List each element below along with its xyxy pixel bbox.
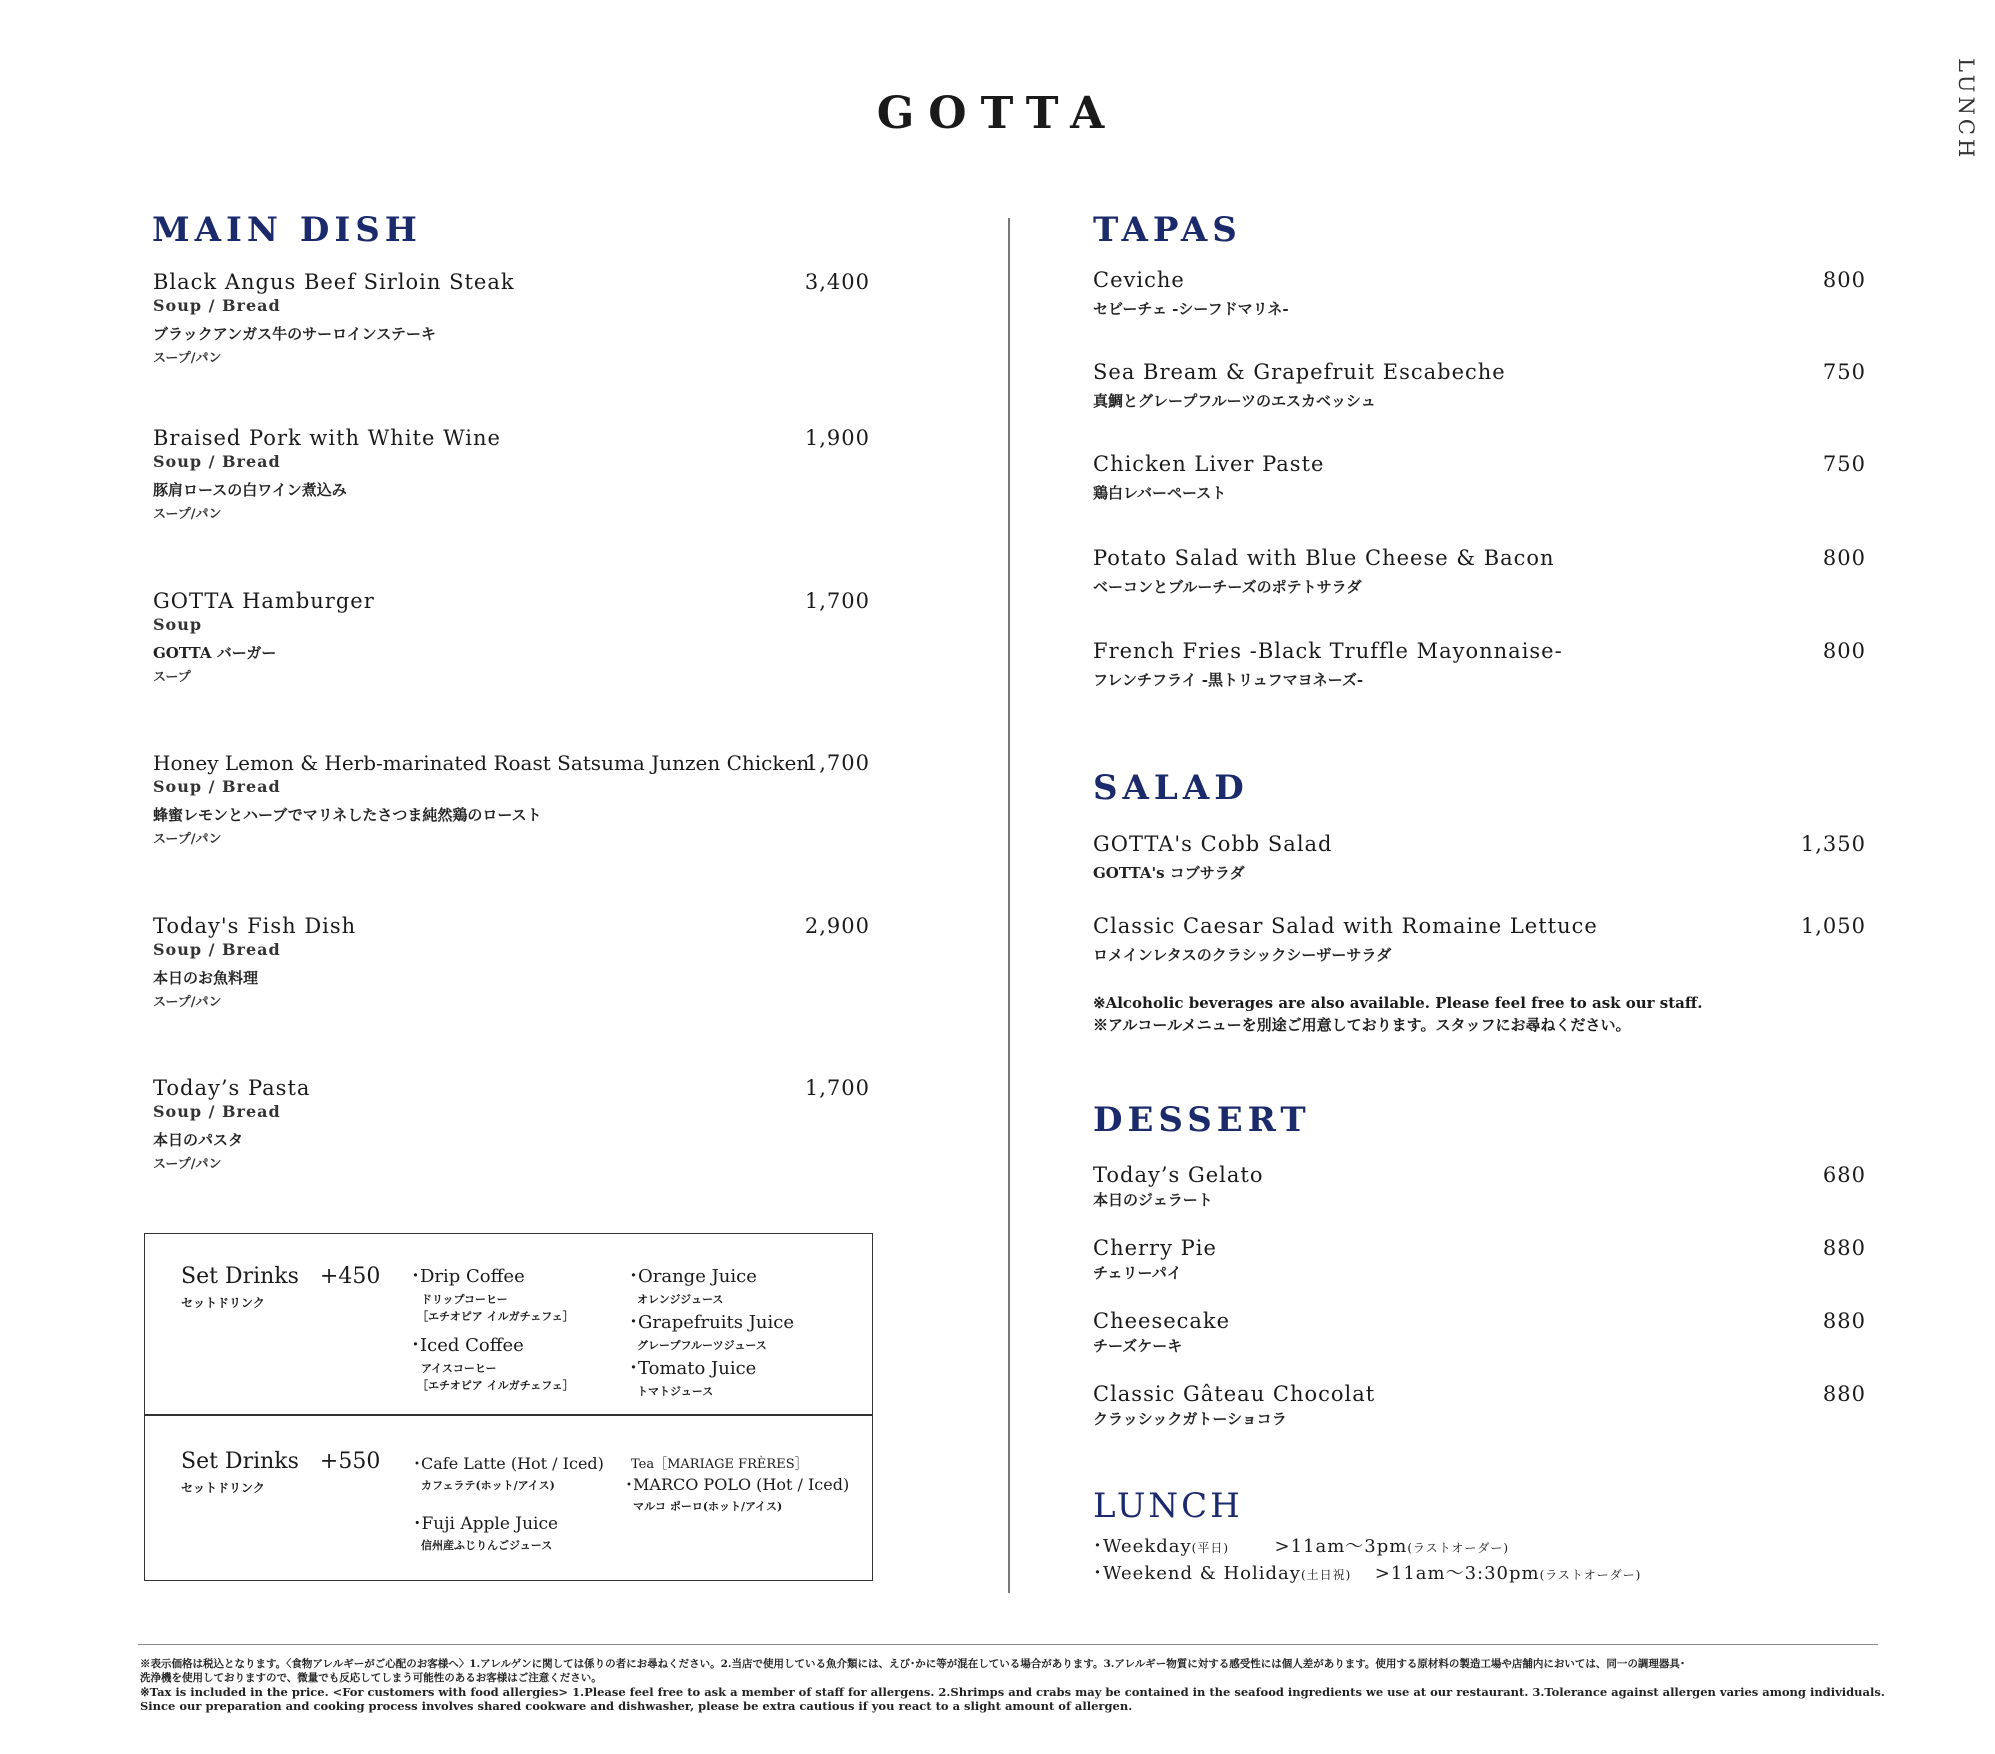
dish-sides: Soup / Bread: [153, 296, 281, 315]
set-drinks-title: Set Drinks +550: [181, 1449, 381, 1474]
weekend-hours: [1093, 1559, 1641, 1585]
disclaimer-ja-1: ※表示価格は税込となります。〈食物アレルギーがご心配のお客様へ〉1.アレルゲンに関しては係りの者にお尋ねください。2.当店で使用している魚介類には、えび･かに等が混在している場合があります。3.アレルギー物質に対する感受性には個人差があります。使用する原材料の製造工場や店舗内においては、同一の調理器具･: [140, 1658, 1686, 1670]
weekday-time: >11am～3pm: [1274, 1536, 1408, 1557]
drink-name: ･Cafe Latte (Hot / Iced): [413, 1454, 604, 1473]
tapas-name: Ceviche: [1093, 268, 1185, 292]
tapas-price: 750: [1822, 360, 1866, 384]
drink-item: [411, 1331, 574, 1393]
alcohol-note: [1093, 992, 1702, 1036]
dish-name: Black Angus Beef Sirloin Steak: [153, 270, 515, 294]
drink-name: ･Iced Coffee: [411, 1335, 524, 1356]
dish-sides-ja: スープ/パン: [153, 507, 222, 522]
dessert-name: Cherry Pie: [1093, 1236, 1217, 1260]
main-dish-item: [153, 914, 356, 1010]
drink-item: [413, 1509, 558, 1553]
tapas-item: [1093, 546, 1555, 597]
dessert-name: Today’s Gelato: [1093, 1163, 1264, 1187]
dish-sides-ja: スープ/パン: [153, 832, 222, 847]
dish-sides-ja: スープ: [153, 670, 191, 685]
main-dish-item: [153, 751, 809, 847]
weekend-label-ja: (土日祝): [1300, 1568, 1352, 1582]
dessert-price: 680: [1822, 1163, 1866, 1187]
last-order-note: (ラストオーダー): [1407, 1541, 1510, 1555]
salad-title: SALAD: [1093, 768, 1249, 808]
set-drinks-title: Set Drinks +450: [181, 1264, 381, 1289]
dessert-name-ja: チェリーパイ: [1093, 1264, 1182, 1282]
lunch-side-tab: LUNCH: [1954, 58, 1978, 162]
tapas-price: 800: [1822, 268, 1866, 292]
disclaimer-en-1: ※Tax is included in the price. <For customers with food allergies> 1.Please feel free to ask a member of staff for allergens. 2.Shrimps and crabs may be contained in the seafood ingredients we use at our restaurant. 3.Tolerance against allergen varies among individuals.: [140, 1685, 1885, 1699]
dish-sides: Soup / Bread: [153, 452, 281, 471]
drink-origin-ja: ［エチオピア イルガチェフェ］: [417, 1379, 574, 1392]
tapas-name-ja: 鶏白レバーペースト: [1093, 484, 1227, 502]
tapas-name-ja: ベーコンとブルーチーズのポテトサラダ: [1093, 578, 1362, 596]
salad-price: 1,350: [1800, 832, 1866, 856]
allergy-disclaimer: [140, 1657, 1885, 1713]
main-dish-item: [153, 1076, 310, 1172]
dish-sides: Soup: [153, 615, 203, 634]
dish-name: GOTTA Hamburger: [153, 589, 375, 613]
set-drinks-sub: セットドリンク: [181, 1481, 265, 1495]
dessert-price: 880: [1822, 1382, 1866, 1406]
salad-price: 1,050: [1800, 914, 1866, 938]
dessert-name-ja: クラッシックガトーショコラ: [1093, 1410, 1287, 1428]
drink-name-ja: アイスコーヒー: [421, 1362, 497, 1375]
dessert-price: 880: [1822, 1309, 1866, 1333]
salad-item: [1093, 832, 1333, 883]
main-dish-item: [153, 270, 515, 366]
drink-item: [629, 1354, 756, 1399]
tapas-item: [1093, 360, 1506, 411]
weekend-time: >11am～3:30pm: [1374, 1563, 1540, 1584]
drink-item: [413, 1451, 604, 1493]
tapas-name: French Fries -Black Truffle Mayonnaise-: [1093, 639, 1563, 663]
dish-sides-ja: スープ/パン: [153, 351, 222, 366]
weekday-label: ･Weekday: [1093, 1536, 1192, 1557]
set-drinks-box-550: [144, 1414, 873, 1581]
dish-name-ja: ブラックアンガス牛のサーロインステーキ: [153, 325, 436, 343]
drink-name-ja: マルコ ポーロ(ホット/アイス): [633, 1500, 783, 1513]
tapas-name-ja: フレンチフライ -黒トリュフマヨネーズ-: [1093, 671, 1364, 689]
dish-sides: Soup / Bread: [153, 940, 281, 959]
dessert-title: DESSERT: [1093, 1100, 1311, 1140]
dish-price: 3,400: [804, 270, 870, 294]
drink-name: ･Fuji Apple Juice: [413, 1514, 559, 1534]
alcohol-note-ja: ※アルコールメニューを別途ご用意しております。スタッフにお尋ねください。: [1093, 1016, 1631, 1034]
dish-name-ja: 本日のパスタ: [153, 1131, 244, 1149]
salad-name: GOTTA's Cobb Salad: [1093, 832, 1333, 856]
tapas-title: TAPAS: [1093, 210, 1242, 250]
tapas-item: [1093, 639, 1563, 690]
tapas-name-ja: セビーチェ -シーフドマリネ-: [1093, 300, 1289, 318]
dish-name-ja: 本日のお魚料理: [153, 969, 259, 987]
drink-name: ･MARCO POLO (Hot / Iced): [625, 1475, 850, 1494]
dessert-item: [1093, 1382, 1375, 1429]
drink-name-ja: ドリップコーヒー: [421, 1293, 508, 1306]
dish-price: 1,900: [804, 426, 870, 450]
column-divider: [1008, 218, 1010, 1593]
salad-item: [1093, 914, 1598, 965]
dish-price: 2,900: [804, 914, 870, 938]
dessert-name-ja: チーズケーキ: [1093, 1337, 1183, 1355]
main-dish-item: [153, 589, 375, 685]
dessert-item: [1093, 1309, 1230, 1356]
tapas-name-ja: 真鯛とグレープフルーツのエスカベッシュ: [1093, 392, 1376, 410]
tapas-name: Sea Bream & Grapefruit Escabeche: [1093, 360, 1506, 384]
drink-name-ja: カフェラテ(ホット/アイス): [421, 1479, 555, 1492]
weekday-hours: [1093, 1532, 1509, 1558]
salad-name-ja: ロメインレタスのクラシックシーザーサラダ: [1093, 946, 1392, 964]
dish-name: Braised Pork with White Wine: [153, 426, 501, 450]
footer-divider: [138, 1644, 1878, 1645]
salad-name: Classic Caesar Salad with Romaine Lettuce: [1093, 914, 1598, 938]
main-dish-title: MAIN DISH: [152, 210, 422, 250]
drink-name-ja: グレープフルーツジュース: [637, 1339, 767, 1352]
dessert-name-ja: 本日のジェラート: [1093, 1191, 1213, 1209]
dish-sides: Soup / Bread: [153, 1102, 281, 1121]
drink-name: ･Tomato Juice: [629, 1358, 757, 1379]
dessert-price: 880: [1822, 1236, 1866, 1260]
dessert-item: [1093, 1236, 1217, 1283]
set-drinks-box-450: [144, 1233, 873, 1416]
dessert-item: [1093, 1163, 1264, 1210]
tapas-item: [1093, 268, 1289, 319]
set-drinks-sub: セットドリンク: [181, 1296, 265, 1310]
dish-name-ja: GOTTA バーガー: [153, 644, 277, 662]
drink-name: ･Orange Juice: [629, 1266, 757, 1287]
drink-item: [411, 1262, 574, 1324]
tea-brand: Tea［MARIAGE FRÈRES］: [631, 1457, 808, 1472]
dish-name-ja: 蜂蜜レモンとハーブでマリネしたさつま純然鶏のロースト: [153, 806, 542, 824]
dish-price: 1,700: [804, 751, 870, 775]
tapas-name: Chicken Liver Paste: [1093, 452, 1325, 476]
tapas-price: 750: [1822, 452, 1866, 476]
tapas-item: [1093, 452, 1324, 503]
dish-sides-ja: スープ/パン: [153, 1157, 222, 1172]
weekend-label: ･Weekend & Holiday: [1093, 1563, 1301, 1584]
dish-name: Today’s Pasta: [153, 1076, 311, 1100]
dish-price: 1,700: [804, 589, 870, 613]
drink-name: ･Grapefruits Juice: [629, 1312, 794, 1333]
drink-name: ･Drip Coffee: [411, 1266, 525, 1287]
last-order-note: (ラストオーダー): [1539, 1568, 1642, 1582]
dish-sides: Soup / Bread: [153, 777, 281, 796]
main-dish-item: [153, 426, 501, 522]
dish-name: Honey Lemon & Herb-marinated Roast Satsuma Junzen Chicken: [153, 751, 810, 775]
drink-item: [629, 1262, 757, 1307]
gotta-logo: GOTTA: [876, 88, 1119, 139]
drink-item: [629, 1308, 794, 1353]
salad-name-ja: GOTTA's コブサラダ: [1093, 864, 1245, 882]
dish-sides-ja: スープ/パン: [153, 995, 222, 1010]
disclaimer-en-2: Since our preparation and cooking process involves shared cookware and dishwasher, please be extra cautious if you react to a slight amount of allergen.: [140, 1699, 1133, 1713]
dessert-name: Classic Gâteau Chocolat: [1093, 1382, 1376, 1406]
drink-name-ja: オレンジジュース: [637, 1293, 724, 1306]
tapas-name: Potato Salad with Blue Cheese & Bacon: [1093, 546, 1555, 570]
weekday-label-ja: (平日): [1191, 1541, 1230, 1555]
disclaimer-ja-2: 洗浄機を使用しておりますので、微量でも反応してしまう可能性のあるお客様はご注意ください。: [140, 1672, 602, 1684]
dish-price: 1,700: [804, 1076, 870, 1100]
drink-item: [625, 1453, 849, 1514]
dessert-name: Cheesecake: [1093, 1309, 1231, 1333]
drink-name-ja: トマトジュース: [637, 1385, 714, 1398]
tapas-price: 800: [1822, 546, 1866, 570]
tapas-price: 800: [1822, 639, 1866, 663]
drink-name-ja: 信州産ふじりんごジュース: [421, 1539, 553, 1552]
dish-name-ja: 豚肩ロースの白ワイン煮込み: [153, 481, 347, 499]
drink-origin-ja: ［エチオピア イルガチェフェ］: [417, 1310, 574, 1323]
dish-name: Today's Fish Dish: [153, 914, 357, 938]
lunch-title: LUNCH: [1093, 1486, 1243, 1526]
alcohol-note-en: ※Alcoholic beverages are also available. Please feel free to ask our staff.: [1093, 994, 1703, 1012]
